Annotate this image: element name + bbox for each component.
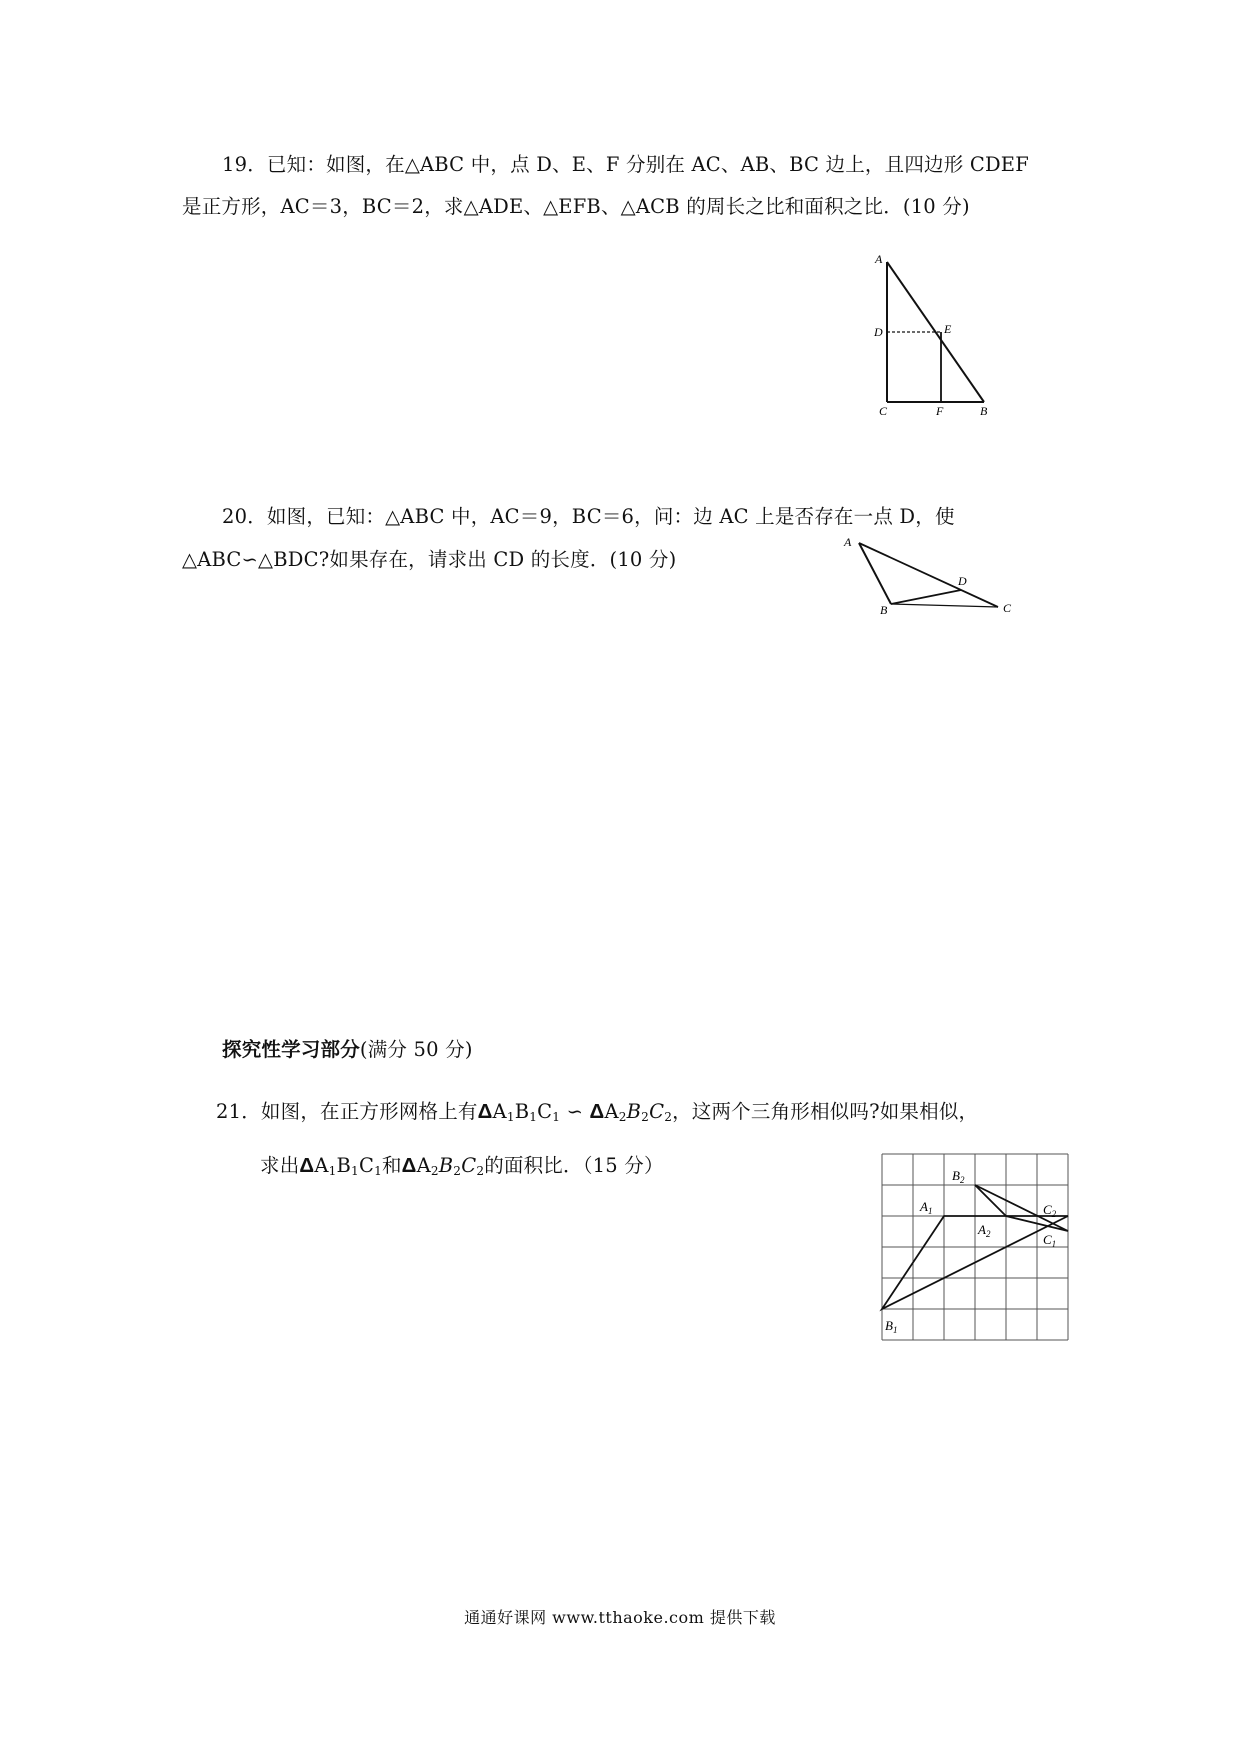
q21-delta-4: Δ [401,1154,417,1177]
q21-l2-t2-a-sub: 2 [430,1164,439,1179]
q21-t1-a-sub: 1 [506,1110,515,1125]
q21-line-2 [260,1152,664,1185]
q21-delta-2: Δ [589,1100,605,1123]
q19-side-ab [887,262,984,402]
q21-t1-b-sub: 1 [529,1110,538,1125]
q21-l2-t1-a: A [314,1154,329,1177]
q21-t1-c: C [537,1100,553,1123]
label-b2: $B_2$ [952,1168,965,1185]
q20-label-c: C [1003,601,1012,615]
q21-line-1 [216,1098,978,1131]
q21-mid: ，这两个三角形相似吗?如果相似， [672,1100,979,1123]
label-a2: $A_2$ [978,1222,991,1239]
q19-label-b: B [980,404,988,415]
q21-l2-t2-b-sub: 2 [453,1164,462,1179]
q19-figure [860,250,1010,415]
q21-l2-t1-b: B [336,1154,352,1177]
q21-t1-b: B [514,1100,530,1123]
q19-label-f: F [936,404,944,415]
q19-line-2: 是正方形，AC＝3，BC＝2，求△ADE、△EFB、△ACB 的周长之比和面积之比．(10 分) [182,195,970,218]
section-heading-row [222,1036,473,1064]
q21-t2-a-sub: 2 [618,1110,627,1125]
q20-label-b: B [880,603,888,615]
q21-grid-figure [878,1150,1074,1346]
q21-line2-prefix: 求出 [260,1154,300,1177]
q19-label-a: A [875,252,883,266]
q21-l2-t2-c: C [461,1154,477,1177]
q20-label-a: A [844,535,852,549]
q20-line-1: 20．如图，已知：△ABC 中，AC＝9，BC＝6，问：边 AC 上是否存在一点 D，使 [222,505,955,528]
label-a1: $A_1$ [920,1199,933,1216]
label-c1: $C_1$ [1043,1232,1057,1249]
q21-l2-t1-a-sub: 1 [328,1164,337,1179]
q21-t2-b: B [626,1100,642,1123]
section-heading: 探究性学习部分 [222,1038,360,1061]
q19-label-c: C [879,404,888,415]
q21-prefix: 21．如图，在正方形网格上有 [216,1100,478,1123]
q21-t1-c-sub: 1 [552,1110,561,1125]
q21-l2-t2-a: A [416,1154,431,1177]
q20-figure [830,530,1030,615]
q21-t2-c-sub: 2 [664,1110,673,1125]
q21-l2-t2-b: B [438,1154,454,1177]
q21-l2-t1-c-sub: 1 [374,1164,382,1179]
q21-line2-suffix: 的面积比．（15 分） [484,1154,664,1177]
q19-label-d: D [874,325,883,339]
label-b1: $B_1$ [885,1318,898,1335]
q21-delta-3: Δ [299,1154,315,1177]
q21-l2-t2-c-sub: 2 [476,1164,485,1179]
q21-l2-t1-c: C [358,1154,375,1177]
q21-t1-a: A [492,1100,507,1123]
section-note: (满分 50 分) [359,1038,473,1061]
q21-similar-sign: ∽ [566,1100,584,1123]
q21-t2-c: C [649,1100,665,1123]
q20-segment-bd [891,590,961,604]
q20-side-ab [859,543,891,604]
page-footer: 通通好课网 www.tthaoke.com 提供下载 [464,1608,776,1627]
grid-lines [882,1154,1068,1340]
label-c2: $C_2$ [1043,1202,1057,1219]
q20-line-2: △ABC∽△BDC?如果存在，请求出 CD 的长度．(10 分) [182,548,677,571]
q19-label-e: E [944,322,952,336]
q19-line-1: 19．已知：如图，在△ABC 中，点 D、E、F 分别在 AC、AB、BC 边上，且四边形 CDEF [222,153,1029,176]
q20-label-d: D [958,574,967,588]
q20-side-bc [891,604,998,607]
q21-l2-t1-b-sub: 1 [351,1164,359,1179]
q21-t2-b-sub: 2 [641,1110,650,1125]
q21-delta-1: Δ [477,1100,493,1123]
q21-and: 和 [381,1154,402,1177]
triangle-a2b2c2 [975,1185,1068,1231]
q21-t2-a: A [604,1100,619,1123]
